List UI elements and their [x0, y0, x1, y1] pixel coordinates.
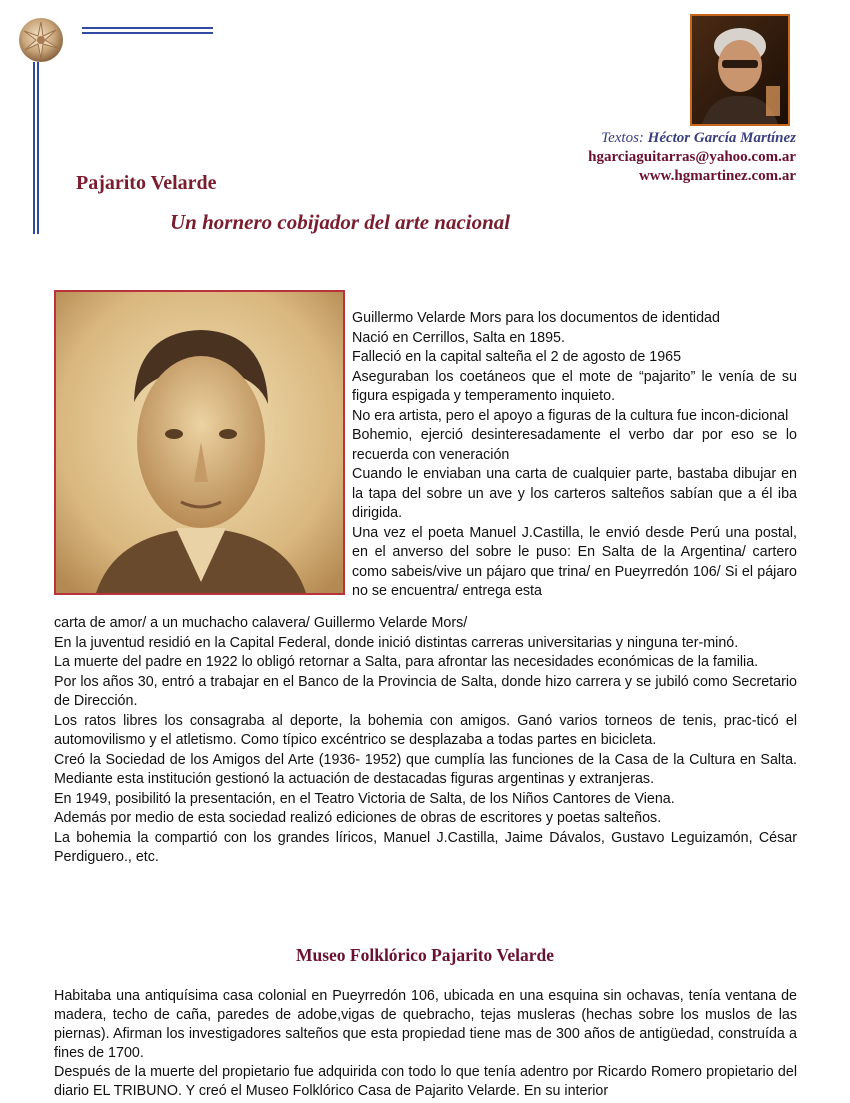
portrait-photo [54, 290, 345, 595]
museum-text [54, 987, 797, 1101]
paragraph: No era artista, pero el apoyo a figuras de la cultura fue incon-dicional [352, 407, 789, 424]
margin-rule-left [33, 62, 35, 234]
paragraph: La muerte del padre en 1922 lo obligó retornar a Salta, para afrontar las necesidades económicas de la familia. [54, 654, 759, 670]
paragraph: Los ratos libres los consagraba al deporte, la bohemia con amigos. Ganó varios torneos de tenis, prac-ticó el automovilismo y el atletismo. Como típico excéntrico se desplazaba a todas partes en bicicleta. [54, 712, 797, 748]
author-name: Héctor García Martínez [647, 130, 796, 146]
paragraph: Guillermo Velarde Mors para los documentos de identidad [352, 310, 720, 326]
paragraph: Una vez el poeta Manuel J.Castilla, le envió desde Perú una postal, en el anverso del sobre le puso: En Salta de la Argentina/ cartero como sabeis/vive un pájaro que trina/ en Pueyrredón 106/ Si el pájaro no se encuentra/ entrega esta [352, 524, 797, 599]
paragraph: En la juventud residió en la Capital Federal, donde inició distintas carreras universitarias y ninguna ter-minó. [54, 634, 739, 651]
header-rule-bottom [82, 32, 213, 34]
author-website[interactable]: www.hgmartinez.com.ar [638, 168, 796, 184]
biography-side-text [352, 309, 797, 602]
paragraph: Habitaba una antiquísima casa colonial en Pueyrredón 106, ubicada en una esquina sin ochavas, tenía ventana de madera, techo de caña, paredes de adobe,vigas de quebracho, tejas musleras (hechas sobre los muslos de las piernas). Afirman los investigadores salteños que esta propiedad tiene mas de 300 años de antigüedad, construída a fines de 1700. [54, 988, 797, 1061]
paragraph: Bohemio, ejerció desinteresadamente el verbo dar por eso se lo recuerda con veneración [352, 427, 797, 463]
author-email[interactable]: hgarciaguitarras@yahoo.com.ar [588, 149, 796, 165]
paragraph: Cuando le enviaban una carta de cualquier parte, bastaba dibujar en la tapa del sobre un ave y los carteros salteños sabían que a él iba dirigida. [352, 466, 797, 521]
author-photo [690, 14, 790, 126]
page-subtitle: Un hornero cobijador del arte nacional [170, 210, 511, 234]
seed-logo-icon [16, 14, 66, 64]
paragraph: Aseguraban los coetáneos que el mote de “pajarito” le venía de su figura espigada y temperamento inquieto. [352, 368, 797, 404]
section-title: Museo Folklórico Pajarito Velarde [295, 945, 555, 965]
credits-block [588, 129, 796, 186]
biography-full-text [54, 614, 797, 868]
page-title: Pajarito Velarde [76, 172, 217, 194]
credits-line [588, 129, 796, 148]
credits-label: Textos: [601, 130, 644, 146]
paragraph: carta de amor/ a un muchacho calavera/ Guillermo Velarde Mors/ [54, 615, 468, 631]
paragraph: Después de la muerte del propietario fue adquirida con todo lo que tenía adentro por Ricardo Romero propietario del diario EL TRIBUNO. Y creó el Museo Folklórico Casa de Pajarito Velarde. En su interior [54, 1064, 797, 1099]
header-rule-top [82, 27, 213, 29]
paragraph: En 1949, posibilitó la presentación, en el Teatro Victoria de Salta, de los Niños Cantores de Viena. [54, 790, 675, 807]
paragraph: Además por medio de esta sociedad realizó ediciones de obras de escritores y poetas salteños. [54, 810, 662, 826]
paragraph: Falleció en la capital salteña el 2 de agosto de 1965 [352, 349, 682, 365]
paragraph: Creó la Sociedad de los Amigos del Arte (1936- 1952) que cumplía las funciones de la Casa de la Cultura en Salta. Mediante esta institución gestionó la actuación de destacadas figuras argentinas y extranjeras. [54, 751, 797, 787]
paragraph: Nació en Cerrillos, Salta en 1895. [352, 329, 565, 346]
paragraph: La bohemia la compartió con los grandes líricos, Manuel J.Castilla, Jaime Dávalos, Gustavo Leguizamón, César Perdiguero., etc. [54, 829, 797, 865]
paragraph: Por los años 30, entró a trabajar en el Banco de la Provincia de Salta, donde hizo carrera y se jubiló como Secretario de Dirección. [54, 673, 797, 709]
margin-rule-right [37, 62, 39, 234]
